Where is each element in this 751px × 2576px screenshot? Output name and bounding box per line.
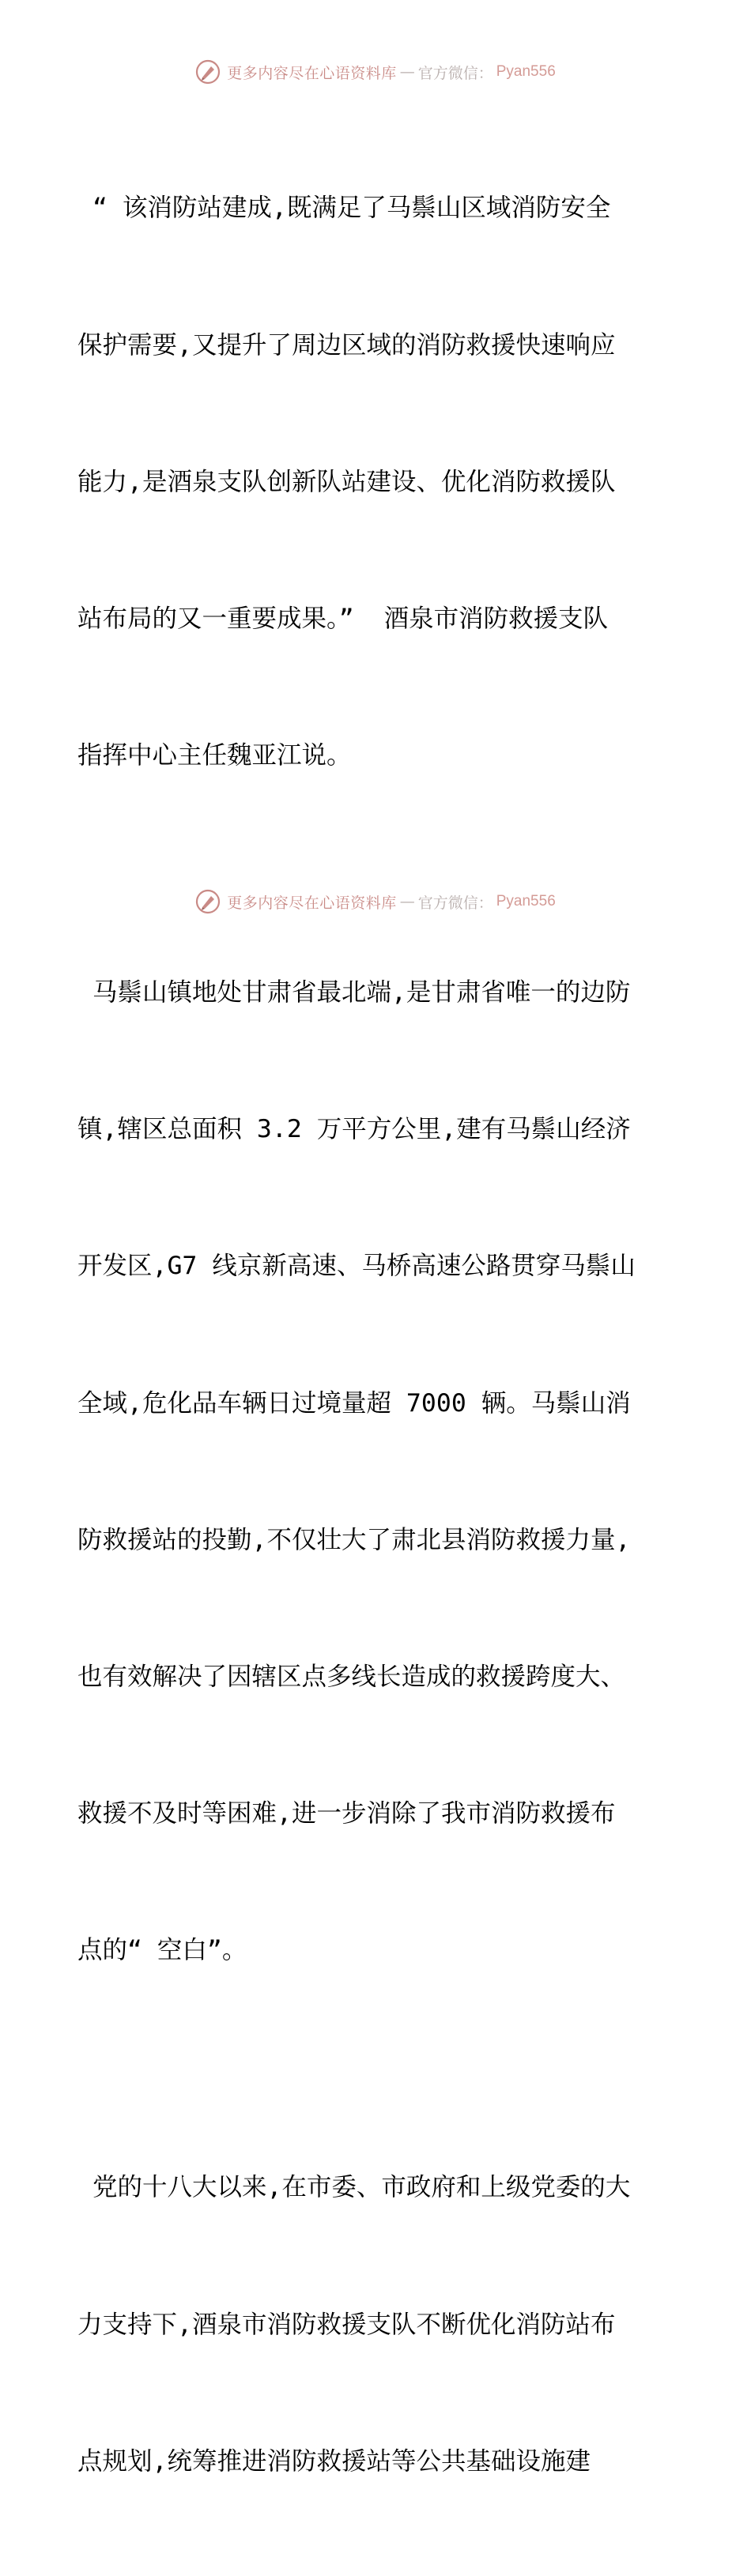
- watermark-wechat-label: 官方微信：: [417, 64, 493, 82]
- article-body: [77, 95, 678, 2576]
- paragraph: [77, 95, 678, 870]
- text-line: 指挥中心主任魏亚江说。: [77, 740, 352, 770]
- text-line: 马鬃山镇地处甘肃省最北端,是甘肃省唯一的边防: [77, 978, 631, 1007]
- watermark-text: 更多内容尽在心语资料库: [227, 64, 397, 82]
- text-line: “ 该消防站建成,既满足了马鬃山区域消防安全: [77, 194, 611, 223]
- watermark-wechat-label: 官方微信：: [417, 894, 493, 912]
- text-line: 能力,是酒泉支队创新队站建设、优化消防救援队: [77, 467, 616, 496]
- watermark-separator: —: [399, 63, 415, 81]
- text-line: 保护需要,又提升了周边区域的消防救援快速响应: [77, 330, 616, 360]
- pen-nib-logo-icon: [195, 889, 221, 914]
- text-line: 防救援站的投勤,不仅壮大了肃北县消防救援力量,: [77, 1525, 631, 1554]
- watermark-wechat-id: Pyan556: [496, 63, 556, 80]
- text-line: 党的十八大以来,在市委、市政府和上级党委的大: [77, 2173, 631, 2202]
- watermark-wechat-id: Pyan556: [496, 893, 556, 910]
- paragraph: [77, 879, 678, 2065]
- text-line: 开发区,G7 线京新高速、马桥高速公路贯穿马鬃山: [77, 1252, 636, 1281]
- text-line: 力支持下,酒泉市消防救援支队不断优化消防站布: [77, 2310, 616, 2339]
- watermark-text: 更多内容尽在心语资料库: [227, 894, 397, 912]
- pen-nib-logo-icon: [195, 59, 221, 85]
- header-watermark: [0, 56, 751, 88]
- text-line: 也有效解决了因辖区点多线长造成的救援跨度大、: [77, 1662, 626, 1691]
- footer-watermark: [0, 886, 751, 917]
- text-line: 点的“ 空白”。: [77, 1935, 247, 1964]
- text-line: 全域,危化品车辆日过境量超 7000 辆。马鬃山消: [77, 1388, 631, 1418]
- text-line: 救援不及时等困难,进一步消除了我市消防救援布: [77, 1798, 616, 1828]
- paragraph: [77, 2074, 678, 2576]
- text-line: 站布局的又一重要成果。” 酒泉市消防救援支队: [77, 604, 609, 633]
- text-line: 点规划,统筹推进消防救援站等公共基础设施建: [77, 2446, 591, 2476]
- text-line: 镇,辖区总面积 3.2 万平方公里,建有马鬃山经济: [77, 1115, 631, 1144]
- watermark-separator: —: [399, 893, 415, 910]
